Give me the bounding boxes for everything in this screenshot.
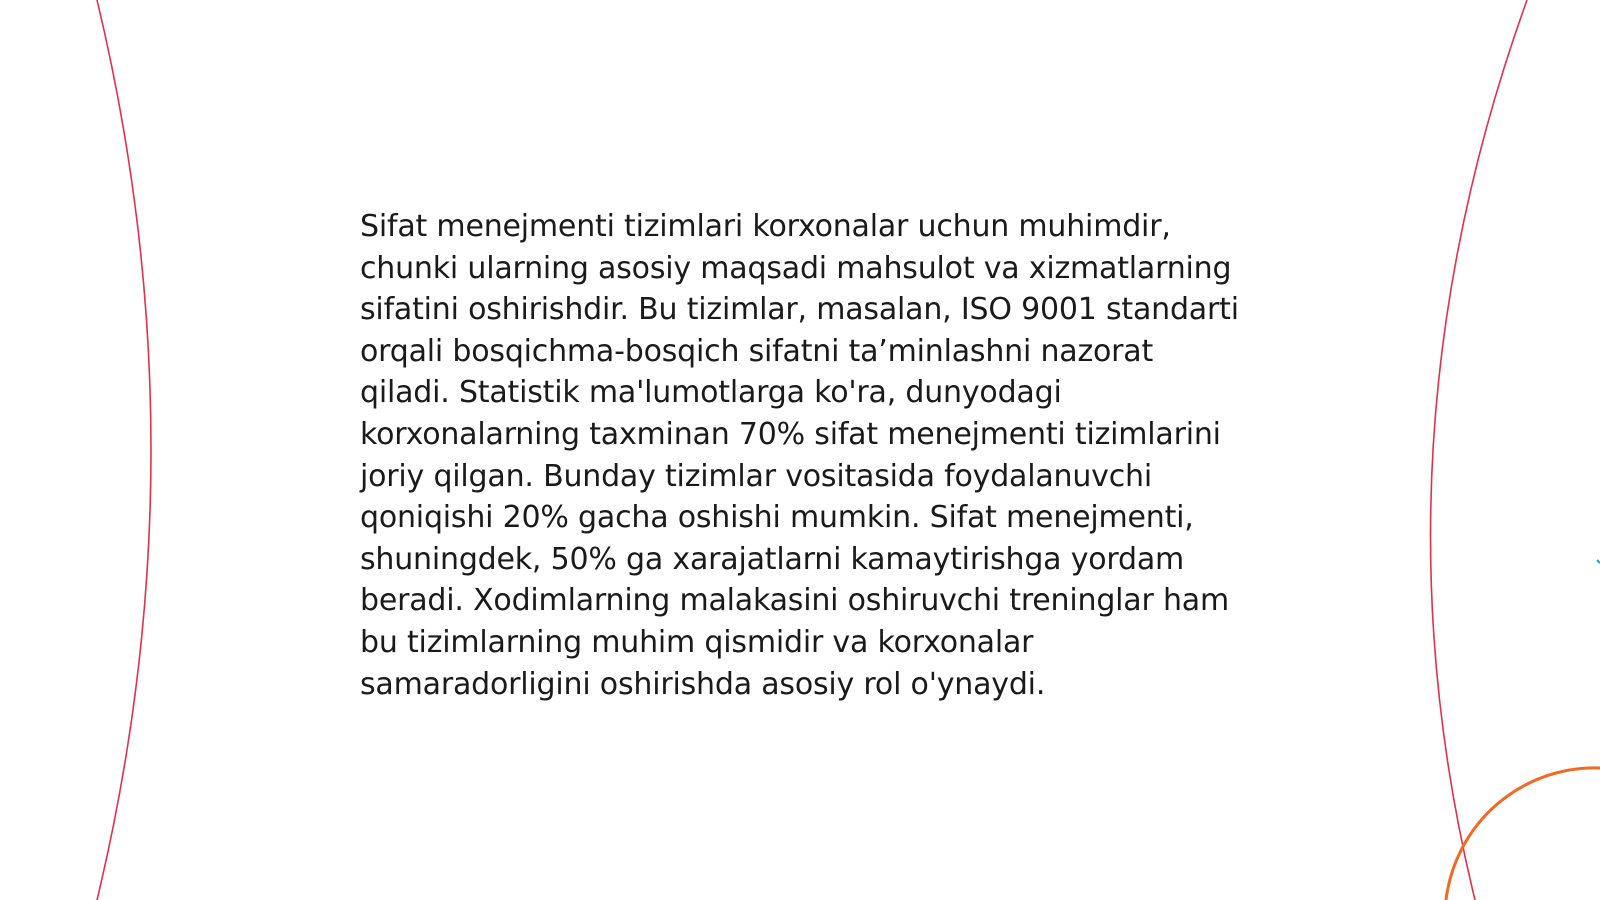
right-red-arc bbox=[1431, 0, 1527, 900]
left-red-arc bbox=[97, 0, 151, 900]
body-paragraph: Sifat menejmenti tizimlari korxonalar uchun muhimdir, chunki ularning asosiy maqsadi mahsulot va xizmatlarning sifatini oshirishdir. Bu tizimlar, masalan, ISO 9001 standarti orqali bosqichma-bosqich sifatni ta’minlashni nazorat qiladi. Statistik ma'lumotlarga ko'ra, dunyodagi korxonalarning taxminan 70% sifat menejmenti tizimlarini joriy qilgan. Bunday tizimlar vositasida foydalanuvchi qoniqishi 20% gacha oshishi mumkin. Sifat menejmenti, shuningdek, 50% ga xarajatlarni kamaytirishga yordam beradi. Xodimlarning malakasini oshiruvchi treninglar ham bu tizimlarning muhim qismidir va korxonalar samaradorligini oshirishda asosiy rol o'ynaydi. bbox=[360, 209, 1239, 702]
orange-circle-arc bbox=[1446, 768, 1600, 900]
